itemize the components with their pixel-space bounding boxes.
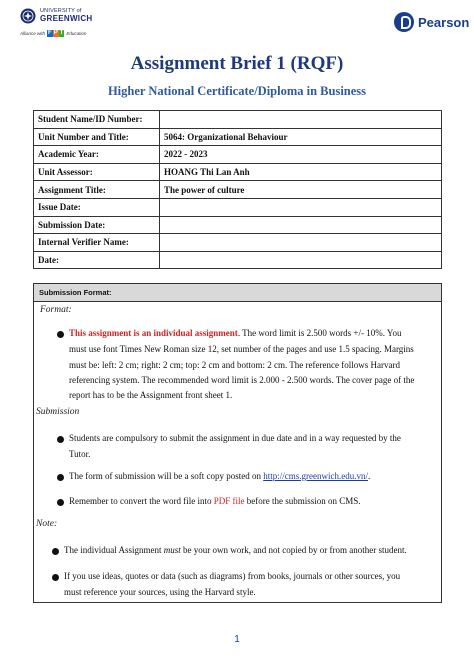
table-row bbox=[34, 216, 442, 234]
submission-bullet-2 bbox=[69, 469, 370, 484]
row-label: Date: bbox=[34, 251, 160, 269]
table-row bbox=[34, 146, 442, 164]
format-line-1 bbox=[69, 326, 401, 341]
row-value: 5064: Organizational Behaviour bbox=[160, 128, 442, 146]
table-row bbox=[34, 181, 442, 199]
row-label: Submission Date: bbox=[34, 216, 160, 234]
table-row bbox=[34, 234, 442, 252]
alliance-text: Alliance with bbox=[20, 31, 46, 36]
crest-icon bbox=[20, 8, 36, 24]
page-number: 1 bbox=[234, 634, 240, 645]
submission-label: Submission bbox=[36, 407, 80, 417]
submission-format-heading: Submission Format: bbox=[34, 284, 441, 302]
format-line-3: must be: left: 2 cm; right: 2 cm; top: 2 cm and bottom: 2 cm. The reference follows Harvard bbox=[69, 360, 400, 370]
bullet-icon bbox=[57, 331, 64, 338]
greenwich-text: GREENWICH bbox=[40, 13, 93, 23]
assignment-info-table bbox=[33, 110, 442, 269]
row-value: HOANG Thi Lan Anh bbox=[160, 163, 442, 181]
pearson-p-icon bbox=[394, 12, 414, 32]
row-label: Internal Verifier Name: bbox=[34, 234, 160, 252]
note-bullet-1-em: must bbox=[163, 545, 181, 555]
submission-bullet-1-line-1: Students are compulsory to submit the assignment in due date and in a way requested by the bbox=[69, 433, 401, 443]
note-bullet-1-end: be your own work, and not copied by or from another student. bbox=[180, 545, 407, 555]
format-line-1-rest: . The word limit is 2.500 words +/- 10%. You bbox=[237, 328, 402, 338]
row-value bbox=[160, 198, 442, 216]
submission-bullet-3-end: before the submission on CMS. bbox=[244, 496, 361, 506]
submission-bullet-3-start: Remember to convert the word file into bbox=[69, 496, 214, 506]
row-label: Academic Year: bbox=[34, 146, 160, 164]
note-bullet-1 bbox=[64, 543, 407, 558]
pdf-file-text: PDF file bbox=[213, 496, 245, 506]
bullet-icon bbox=[52, 548, 59, 555]
row-value: 2022 - 2023 bbox=[160, 146, 442, 164]
alliance-line bbox=[20, 30, 120, 37]
row-value bbox=[160, 216, 442, 234]
table-row bbox=[34, 128, 442, 146]
format-line-5: report has to be the Assignment front sheet 1. bbox=[69, 390, 233, 400]
note-bullet-2-line-1: If you use ideas, quotes or data (such as diagrams) from books, journals or other sources, you bbox=[64, 571, 401, 581]
university-greenwich-logo bbox=[20, 8, 120, 42]
table-row bbox=[34, 163, 442, 181]
format-line-2: must use font Times New Roman size 12, set number of the pages and use 1.5 spacing. Margins bbox=[69, 344, 414, 354]
format-red-text: This assignment is an individual assignment bbox=[69, 328, 238, 338]
submission-bullet-2-end: . bbox=[367, 471, 371, 481]
fpt-letter-p: P bbox=[53, 30, 58, 36]
row-label: Unit Number and Title: bbox=[34, 128, 160, 146]
bullet-icon bbox=[57, 474, 64, 481]
page-title: Assignment Brief 1 (RQF) bbox=[130, 53, 344, 74]
row-value bbox=[160, 234, 442, 252]
note-bullet-2-line-2: must reference your sources, using the Harvard style. bbox=[64, 587, 256, 597]
row-value bbox=[160, 251, 442, 269]
table-row bbox=[34, 111, 442, 129]
pearson-wordmark: Pearson bbox=[418, 14, 470, 30]
fpt-letter-t: T bbox=[59, 30, 64, 36]
university-of-text: UNIVERSITY of bbox=[40, 8, 82, 15]
row-label: Unit Assessor: bbox=[34, 163, 160, 181]
bullet-icon bbox=[57, 499, 64, 506]
row-label: Assignment Title: bbox=[34, 181, 160, 199]
pearson-logo bbox=[394, 12, 469, 32]
row-value: The power of culture bbox=[160, 181, 442, 199]
row-label: Student Name/ID Number: bbox=[34, 111, 160, 129]
alliance-suffix: Education bbox=[66, 31, 87, 36]
format-label: Format: bbox=[40, 305, 72, 315]
row-value bbox=[160, 111, 442, 129]
submission-bullet-1-line-2: Tutor. bbox=[69, 449, 91, 459]
cms-link[interactable]: http://cms.greenwich.edu.vn/ bbox=[263, 471, 368, 481]
page-subtitle: Higher National Certificate/Diploma in Business bbox=[107, 84, 367, 98]
format-line-4: referencing system. The recommended word limit is 2.000 - 2.500 words. The cover page of the bbox=[69, 375, 415, 385]
note-label: Note: bbox=[36, 519, 58, 529]
fpt-letter-f: F bbox=[48, 30, 52, 36]
fpt-logo bbox=[47, 30, 64, 37]
table-row bbox=[34, 251, 442, 269]
note-bullet-1-start: The individual Assignment bbox=[64, 545, 164, 555]
submission-bullet-3 bbox=[69, 494, 360, 509]
bullet-icon bbox=[52, 574, 59, 581]
table-row bbox=[34, 198, 442, 216]
bullet-icon bbox=[57, 436, 64, 443]
row-label: Issue Date: bbox=[34, 198, 160, 216]
submission-bullet-2-text: The form of submission will be a soft copy posted on bbox=[69, 471, 264, 481]
